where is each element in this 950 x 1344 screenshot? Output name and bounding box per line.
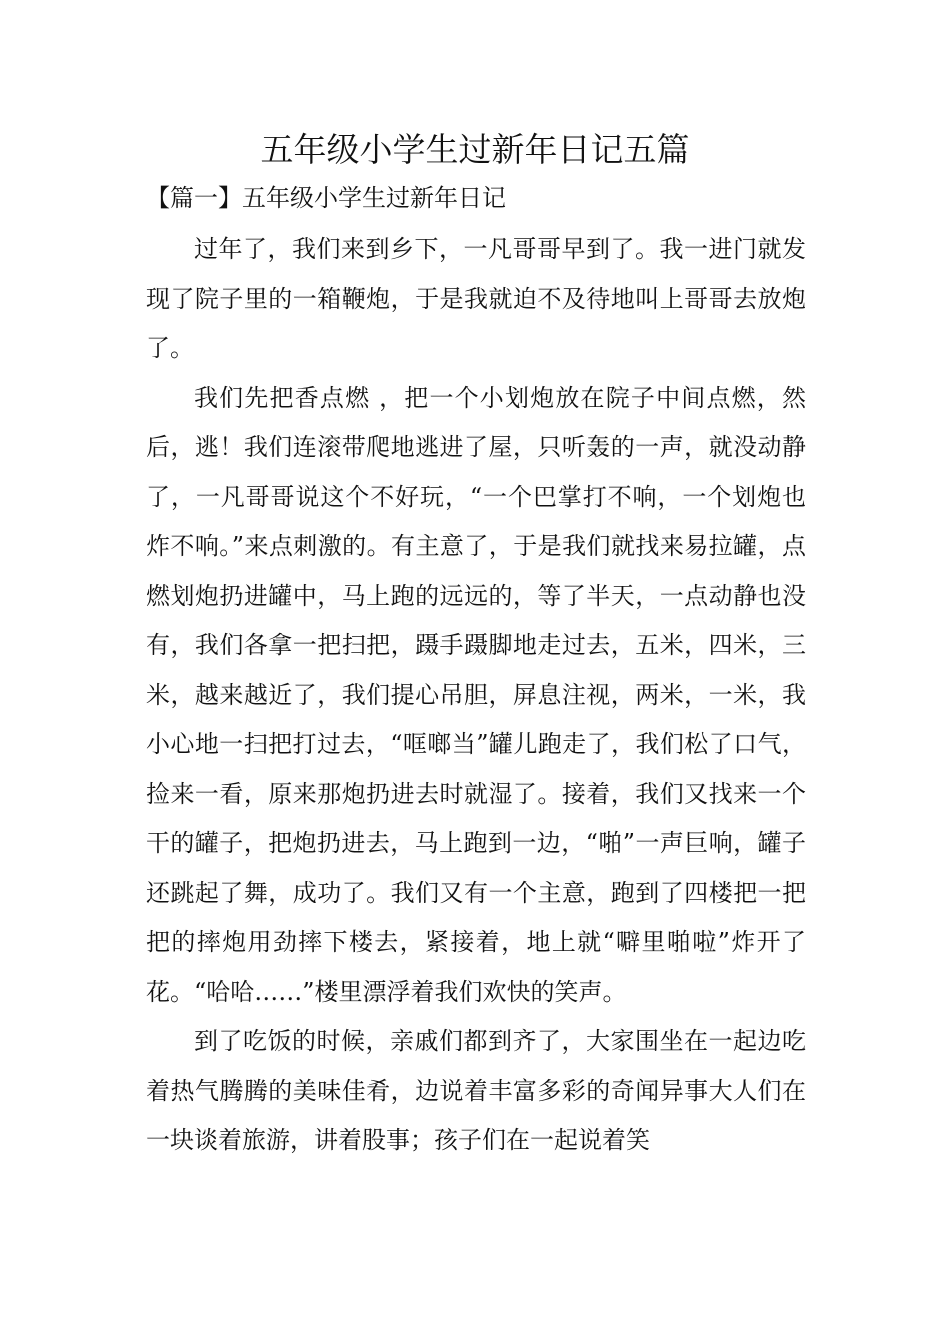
paragraph-2: 我们先把香点燃 ，把一个小划炮放在院子中间点燃，然后，逃！我们连滚带爬地逃进了屋，只听轰的一声，就没动静了，一凡哥哥说这个不好玩，“一个巴掌打不响，一个划炮也炸不响。”来点刺激的。有主意了，于是我们就找来易拉罐，点燃划炮扔进罐中，马上跑的远远的，等了半天，一点动静也没有，我们各拿一把扫把，蹑手蹑脚地走过去，五米，四米，三米，越来越近了，我们提心吊胆，屏息注视，两米，一米，我小心地一扫把打过去，“哐啷当”罐儿跑走了，我们松了口气，捡来一看，原来那炮扔进去时就湿了。接着，我们又找来一个干的罐子，把炮扔进去，马上跑到一边，“啪”一声巨响，罐子还跳起了舞，成功了。我们又有一个主意，跑到了四楼把一把把的摔炮用劲摔下楼去，紧接着，地上就“噼里啪啦”炸开了花。“哈哈……”楼里漂浮着我们欢快的笑声。	[146, 383, 806, 1006]
document-title: 五年级小学生过新年日记五篇	[260, 130, 690, 169]
paragraph-3: 到了吃饭的时候，亲戚们都到齐了，大家围坐在一起边吃着热气腾腾的美味佳肴，边说着丰富多彩的奇闻异事大人们在一块谈着旅游，讲着股事；孩子们在一起说着笑	[146, 1027, 806, 1154]
section-heading: 【篇一】五年级小学生过新年日记	[146, 184, 506, 212]
document-body	[146, 225, 806, 1166]
paragraph-1: 过年了，我们来到乡下，一凡哥哥早到了。我一进门就发现了院子里的一箱鞭炮，于是我就迫不及待地叫上哥哥去放炮了。	[146, 235, 806, 362]
